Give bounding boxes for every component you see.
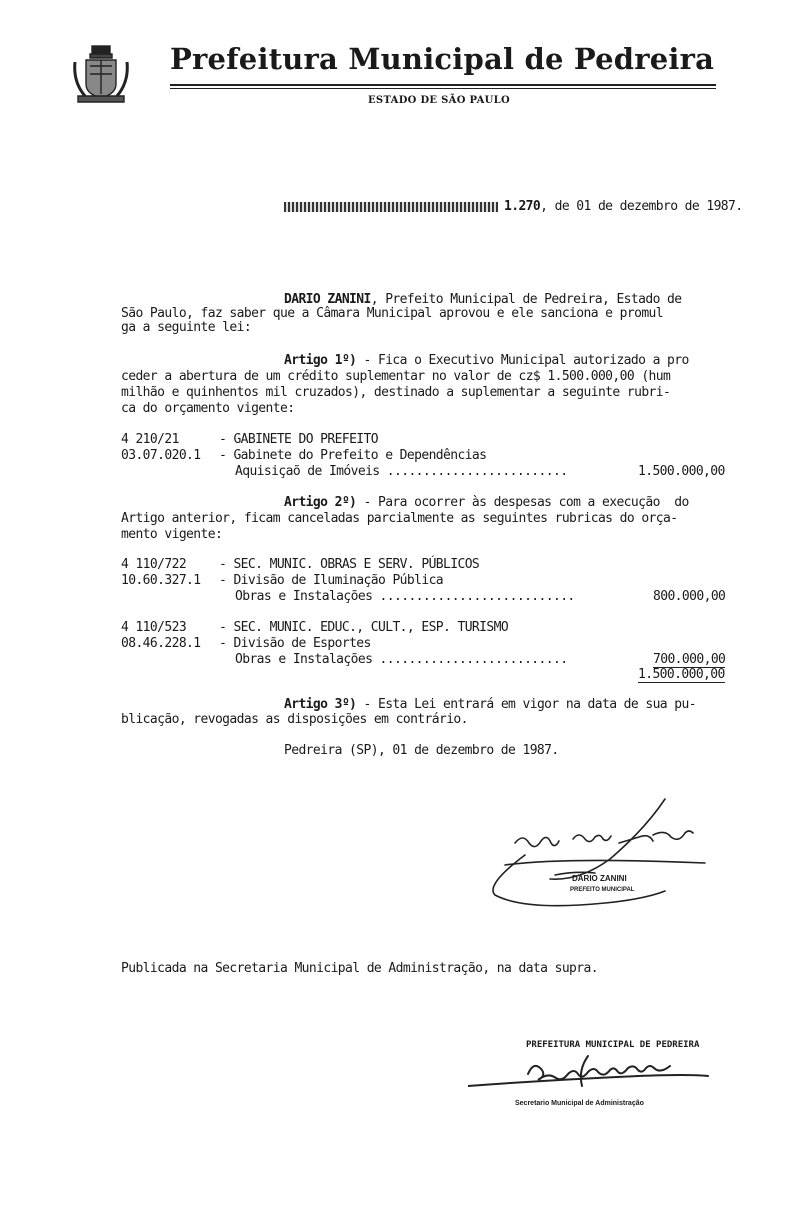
secretary-stamp-role: Secretario Municipal de Administração <box>515 1100 644 1107</box>
letterhead-state: ESTADO DE SÃO PAULO <box>368 95 511 106</box>
rubrica1-desc-2: - Gabinete do Prefeito e Dependências <box>219 448 487 463</box>
artigo2-line-3: mento vigente: <box>121 527 223 542</box>
artigo1-line-3: milhão e quinhentos mil cruzados), destinado a suplementar a seguinte rubri- <box>121 385 671 400</box>
preamble-line-2: São Paulo, faz saber que a Câmara Municipal aprovou e ele sanciona e promul <box>121 306 664 321</box>
letterhead-title: Prefeitura Municipal de Pedreira <box>170 42 715 76</box>
rubrica1-code-2: 03.07.020.1 <box>121 448 201 463</box>
artigo1-line-4: ca do orçamento vigente: <box>121 401 295 416</box>
mayor-signature-icon <box>485 795 715 915</box>
artigo3-line-1 <box>284 698 696 712</box>
rubrica1-desc-1: - GABINETE DO PREFEITO <box>219 432 378 447</box>
mayor-stamp-role: PREFEITO MUNICIPAL <box>570 887 635 893</box>
rubrica2-desc-2: - Divisão de Iluminação Pública <box>219 573 444 588</box>
artigo2-label: Artigo 2º) <box>284 495 357 510</box>
artigo2-line-2: Artigo anterior, ficam canceladas parcialmente as seguintes rubricas do orça- <box>121 511 678 526</box>
secretary-signature-icon <box>468 1050 718 1092</box>
header-rule-thick <box>170 84 716 86</box>
rubrica3-desc-1: - SEC. MUNIC. EDUC., CULT., ESP. TURISMO <box>219 620 509 635</box>
artigo1-line-2: ceder a abertura de um crédito suplementar no valor de cz$ 1.500.000,00 (hum <box>121 369 671 384</box>
mayor-stamp-name: DARIO ZANINI <box>572 874 627 883</box>
redacted-law-number <box>284 202 498 212</box>
artigo1-label: Artigo 1º) <box>284 353 357 368</box>
rubrica1-desc-3: Aquisiçaõ de Imóveis ......................... <box>235 464 568 479</box>
rubrica-total: 1.500.000,00 <box>638 667 725 682</box>
artigo2-line-1 <box>284 496 689 510</box>
artigo3-label: Artigo 3º) <box>284 697 357 712</box>
place-date: Pedreira (SP), 01 de dezembro de 1987. <box>284 743 559 758</box>
rubrica2-desc-1: - SEC. MUNIC. OBRAS E SERV. PÚBLICOS <box>219 557 480 572</box>
rubrica2-value: 800.000,00 <box>653 589 726 604</box>
law-number-suffix: 1.270 <box>504 199 541 214</box>
preamble-line-1-text: , Prefeito Municipal de Pedreira, Estado de <box>370 292 682 307</box>
mayor-name: DARIO ZANINI <box>284 292 371 307</box>
artigo1-line-1-text: - Fica o Executivo Municipal autorizado a pro <box>356 353 689 368</box>
rubrica1-value: 1.500.000,00 <box>638 464 725 479</box>
rubrica3-code-1: 4 110/523 <box>121 620 187 635</box>
publication-note: Publicada na Secretaria Municipal de Administração, na data supra. <box>121 961 598 976</box>
rubrica2-code-1: 4 110/722 <box>121 557 187 572</box>
rubrica1-code-1: 4 210/21 <box>121 432 179 447</box>
rubrica3-value: 700.000,00 <box>653 652 726 667</box>
artigo2-line-1-text: - Para ocorrer às despesas com a execução do <box>356 495 689 510</box>
rubrica2-code-2: 10.60.327.1 <box>121 573 201 588</box>
rubrica2-desc-3: Obras e Instalações ........................... <box>235 589 575 604</box>
artigo3-line-2: blicação, revogadas as disposições em contrário. <box>121 712 468 727</box>
preamble-line-1 <box>284 293 681 307</box>
preamble-line-3: ga a seguinte lei: <box>121 320 252 335</box>
header-rule-thin <box>170 88 716 89</box>
secretary-stamp-top: PREFEITURA MUNICIPAL DE PEDREIRA <box>526 1040 700 1050</box>
rubrica3-desc-3: Obras e Instalações .......................... <box>235 652 568 667</box>
law-number-line <box>284 200 743 214</box>
artigo1-line-1 <box>284 354 689 368</box>
rubrica3-desc-2: - Divisão de Esportes <box>219 636 371 651</box>
coat-of-arms-seal-icon <box>72 44 130 106</box>
artigo3-line-1-text: - Esta Lei entrará em vigor na data de sua pu- <box>356 697 696 712</box>
law-date: , de 01 de dezembro de 1987. <box>540 199 743 214</box>
rubrica3-code-2: 08.46.228.1 <box>121 636 201 651</box>
